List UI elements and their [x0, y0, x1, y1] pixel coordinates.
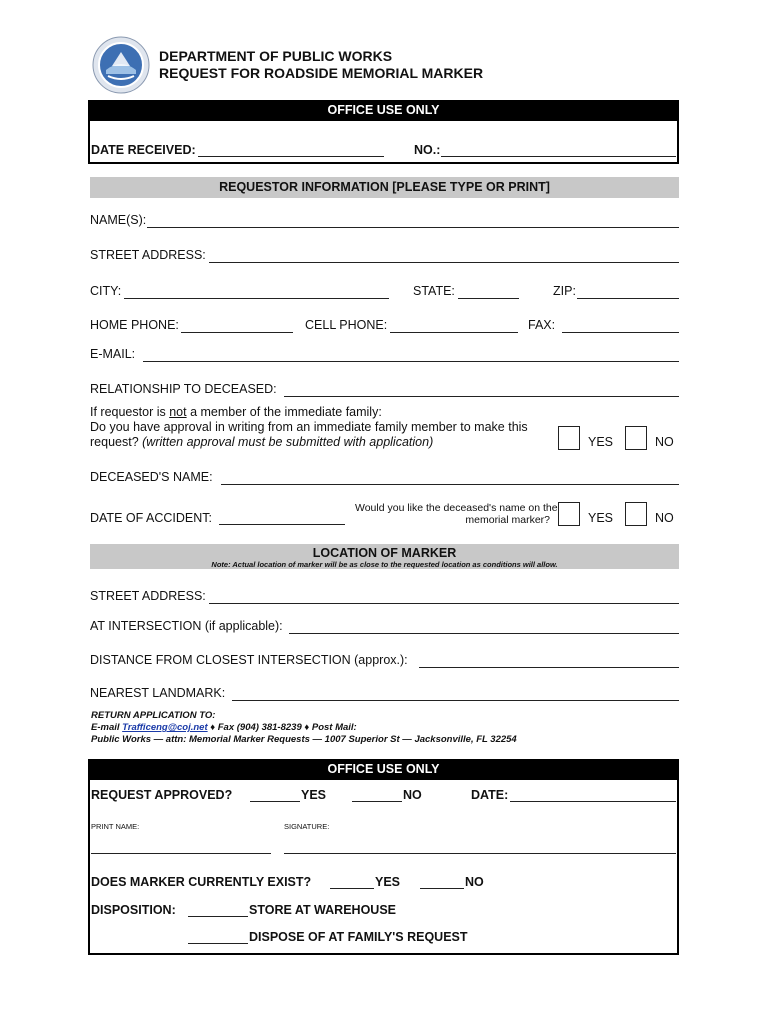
record-no-field[interactable] [441, 156, 676, 157]
state-label: STATE: [413, 284, 455, 298]
store-warehouse-label: STORE AT WAREHOUSE [249, 903, 397, 917]
street-address-label: STREET ADDRESS: [90, 248, 206, 262]
office-use-bottom-box [88, 759, 679, 955]
return-email-link[interactable]: Trafficeng@coj.net [122, 722, 208, 733]
department-seal [92, 36, 150, 94]
deceased-name-field[interactable] [221, 484, 679, 485]
approval-date-label: DATE: [471, 788, 509, 802]
street-address-field[interactable] [209, 262, 679, 263]
approval-yes-label: YES [588, 435, 614, 449]
zip-field[interactable] [577, 298, 679, 299]
approval-no-label: NO [655, 435, 674, 449]
landmark-label: NEAREST LANDMARK: [90, 686, 226, 700]
home-phone-field[interactable] [181, 332, 293, 333]
office-use-bottom-heading: OFFICE USE ONLY [90, 761, 677, 778]
return-title: RETURN APPLICATION TO: [91, 710, 216, 721]
location-heading: LOCATION OF MARKER [312, 546, 457, 560]
dispose-family-label: DISPOSE OF AT FAMILY'S REQUEST [249, 930, 468, 944]
names-field[interactable] [147, 227, 679, 228]
zip-label: ZIP: [553, 284, 576, 298]
date-received-field[interactable] [198, 156, 384, 157]
distance-label: DISTANCE FROM CLOSEST INTERSECTION (approx.): [90, 653, 408, 667]
approved-yes-label: YES [301, 788, 327, 802]
dept-title: DEPARTMENT OF PUBLIC WORKS [159, 48, 393, 64]
cell-phone-field[interactable] [390, 332, 518, 333]
print-name-label: PRINT NAME: [91, 822, 140, 831]
date-of-accident-label: DATE OF ACCIDENT: [90, 511, 213, 525]
print-name-field[interactable] [91, 853, 271, 854]
approved-no-field[interactable] [352, 801, 402, 802]
fax-label: FAX: [528, 318, 556, 332]
location-street-label: STREET ADDRESS: [90, 589, 206, 603]
record-no-label: NO.: [414, 143, 441, 157]
date-of-accident-field[interactable] [219, 524, 345, 525]
form-title: REQUEST FOR ROADSIDE MEMORIAL MARKER [159, 65, 484, 81]
approval-line-2: Do you have approval in writing from an immediate family member to make this [90, 420, 528, 434]
names-label: NAME(S): [90, 213, 147, 227]
request-approved-label: REQUEST APPROVED? [91, 788, 233, 802]
city-field[interactable] [124, 298, 389, 299]
location-note: Note: Actual location of marker will be as close to the requested location as conditions will allow. [211, 560, 558, 569]
email-field[interactable] [143, 361, 679, 362]
intersection-label: AT INTERSECTION (if applicable): [90, 619, 283, 633]
approval-line-1: If requestor is not a member of the immediate family: [90, 405, 382, 419]
return-address: Public Works — attn: Memorial Marker Requests — 1007 Superior St — Jacksonville, FL 32254 [91, 734, 517, 745]
cell-phone-label: CELL PHONE: [305, 318, 388, 332]
signature-field[interactable] [284, 853, 676, 854]
marker-exist-yes-field[interactable] [330, 888, 374, 889]
relationship-field[interactable] [284, 396, 679, 397]
name-on-marker-no-label: NO [655, 511, 674, 525]
deceased-name-label: DECEASED'S NAME: [90, 470, 213, 484]
marker-exist-no-label: NO [465, 875, 484, 889]
marker-exist-no-field[interactable] [420, 888, 464, 889]
name-on-marker-line-2: memorial marker? [465, 514, 550, 526]
approval-yes-checkbox[interactable] [558, 426, 580, 450]
distance-field[interactable] [419, 667, 679, 668]
location-street-field[interactable] [209, 603, 679, 604]
approval-date-field[interactable] [510, 801, 676, 802]
marker-exist-label: DOES MARKER CURRENTLY EXIST? [91, 875, 312, 889]
dispose-family-field[interactable] [188, 943, 248, 944]
date-received-label: DATE RECEIVED: [91, 143, 196, 157]
fax-field[interactable] [562, 332, 679, 333]
city-label: CITY: [90, 284, 122, 298]
store-warehouse-field[interactable] [188, 916, 248, 917]
signature-label: SIGNATURE: [284, 822, 330, 831]
approval-no-checkbox[interactable] [625, 426, 647, 450]
name-on-marker-line-1: Would you like the deceased's name on the [355, 502, 558, 514]
email-label: E-MAIL: [90, 347, 136, 361]
requestor-heading: REQUESTOR INFORMATION [PLEASE TYPE OR PRINT] [90, 177, 679, 198]
location-heading-band [90, 544, 679, 569]
approval-line-3: request? (written approval must be submitted with application) [90, 435, 434, 449]
home-phone-label: HOME PHONE: [90, 318, 179, 332]
name-on-marker-no-checkbox[interactable] [625, 502, 647, 526]
approved-no-label: NO [403, 788, 422, 802]
office-use-top-heading: OFFICE USE ONLY [90, 102, 677, 119]
landmark-field[interactable] [232, 700, 679, 701]
approved-yes-field[interactable] [250, 801, 300, 802]
return-contact: E-mail Trafficeng@coj.net ♦ Fax (904) 381-8239 ♦ Post Mail: [91, 722, 357, 733]
relationship-label: RELATIONSHIP TO DECEASED: [90, 382, 277, 396]
name-on-marker-yes-label: YES [588, 511, 614, 525]
intersection-field[interactable] [289, 633, 679, 634]
state-field[interactable] [458, 298, 519, 299]
marker-exist-yes-label: YES [375, 875, 401, 889]
name-on-marker-yes-checkbox[interactable] [558, 502, 580, 526]
office-use-top-box [88, 100, 679, 164]
disposition-label: DISPOSITION: [91, 903, 176, 917]
